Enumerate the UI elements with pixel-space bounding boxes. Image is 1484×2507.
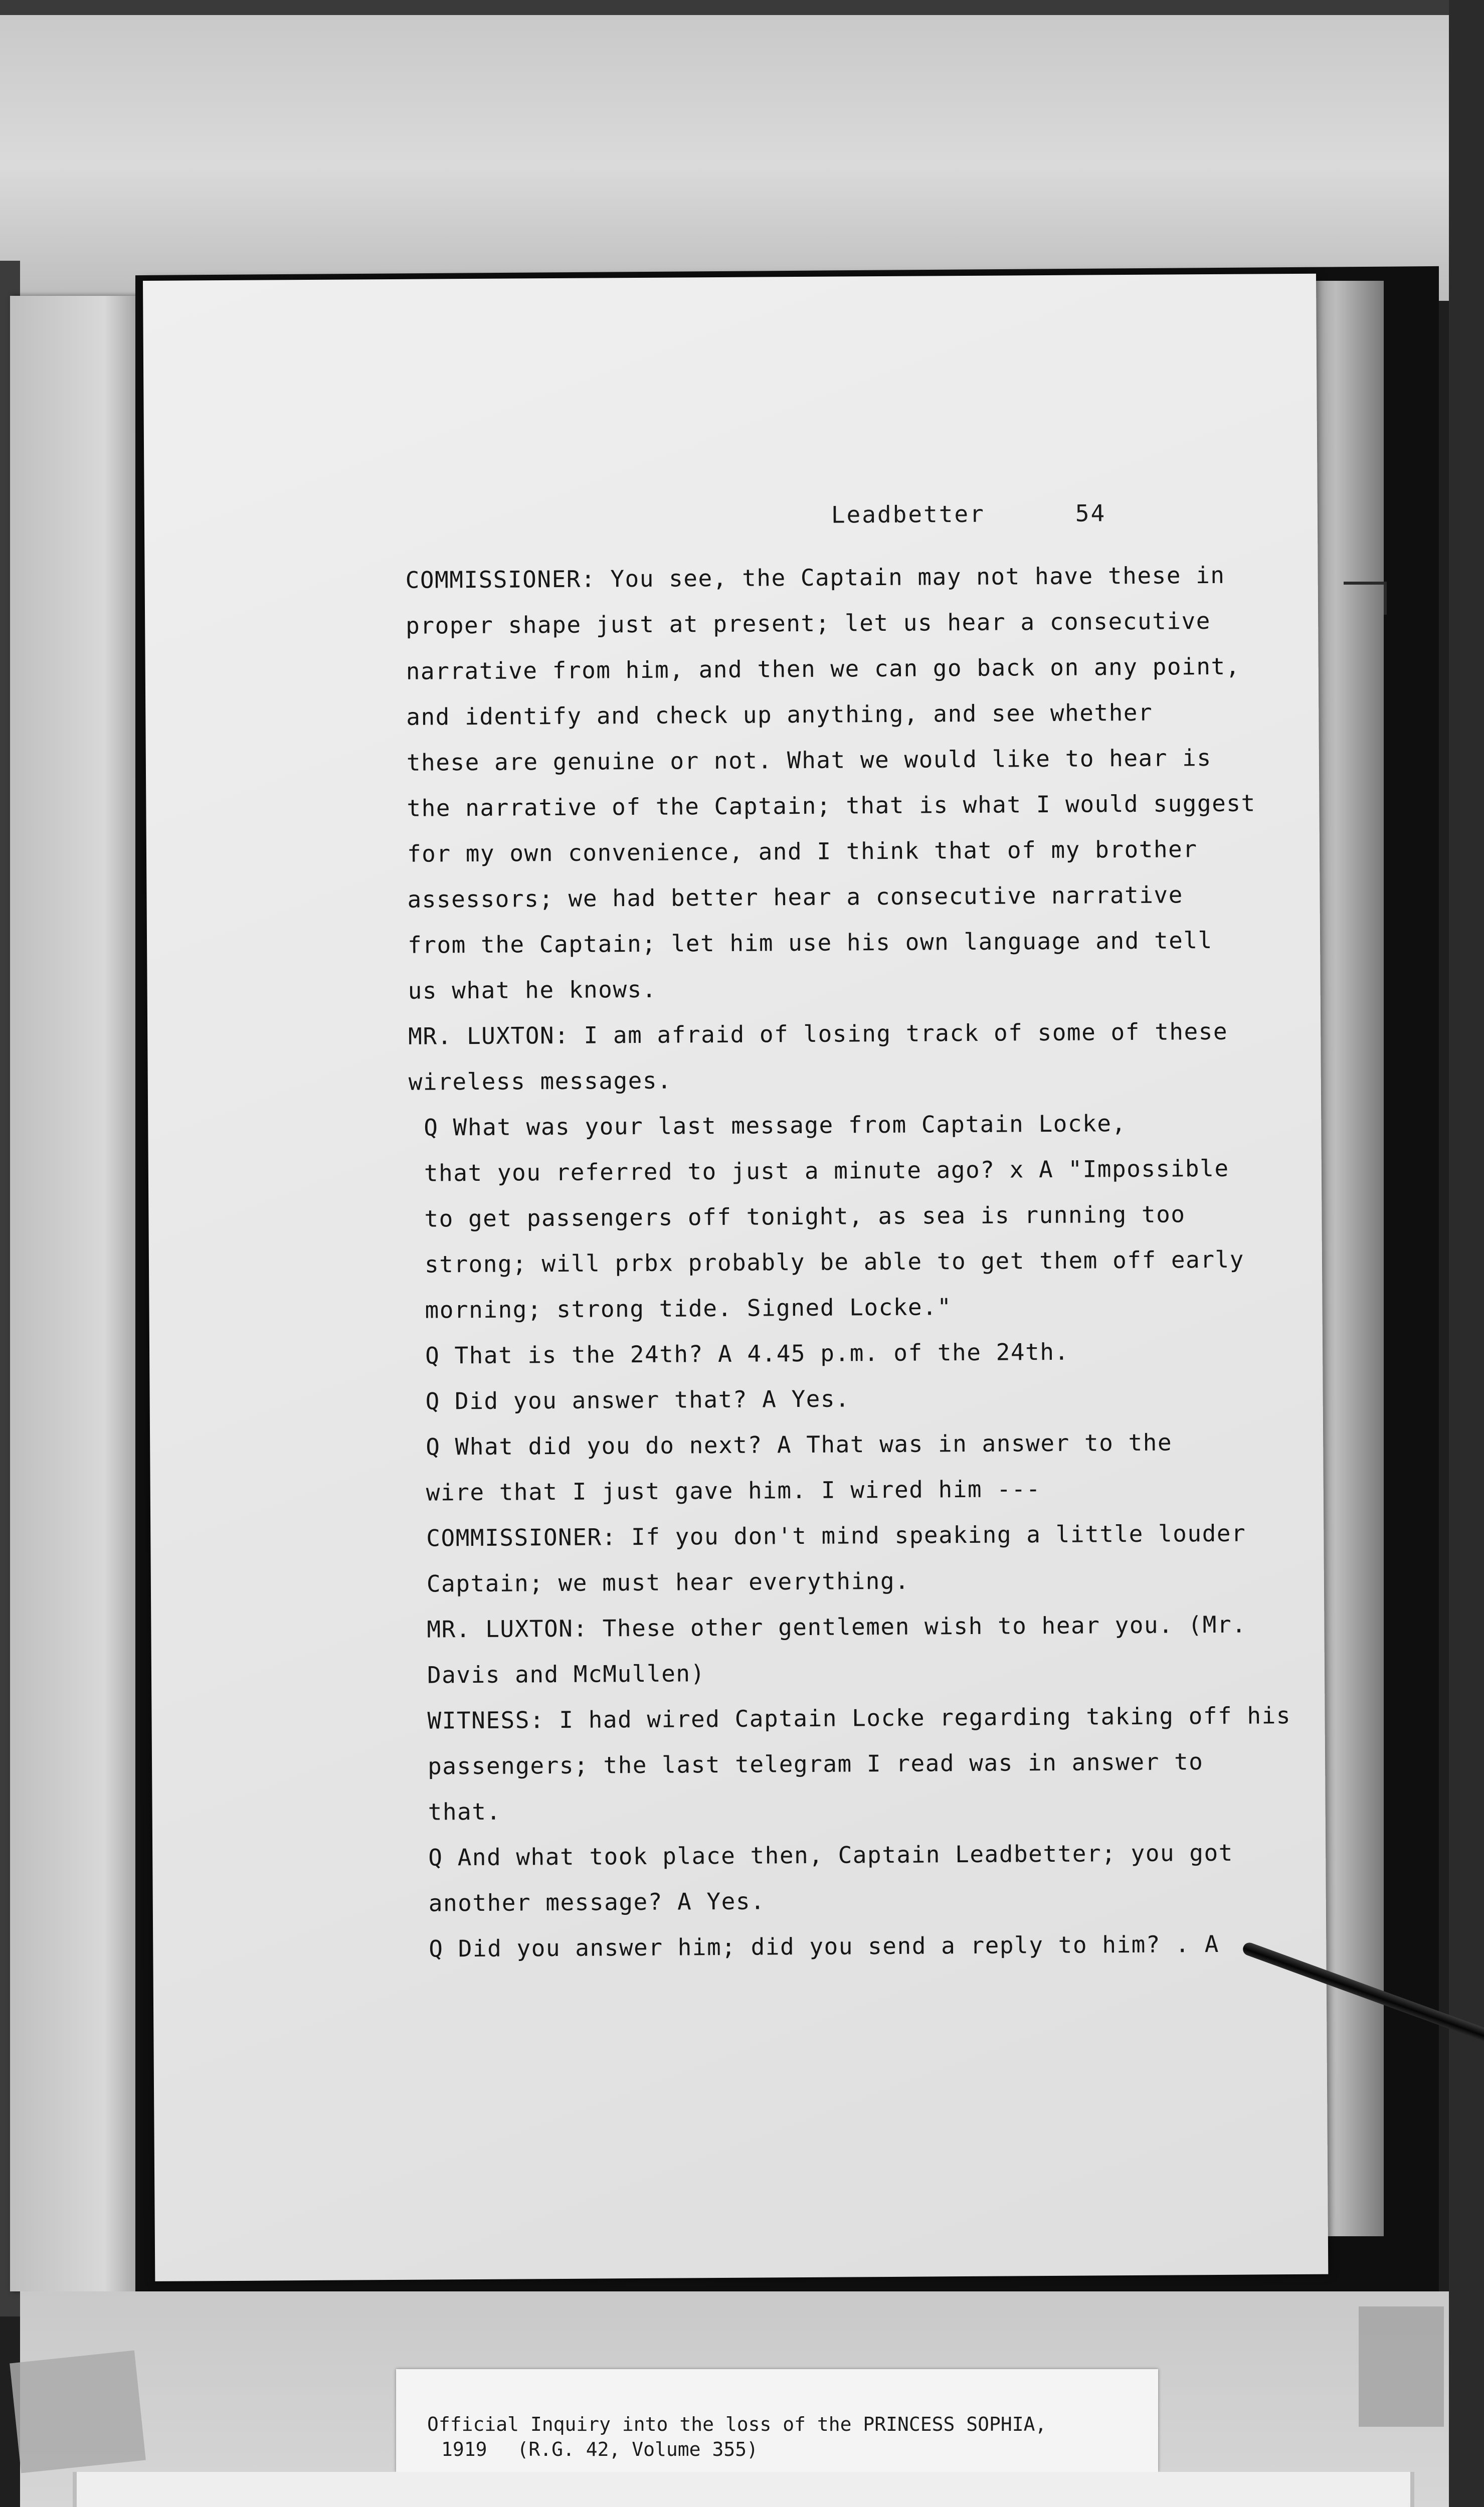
label-reference (441, 2438, 758, 2460)
transcript-line: and identify and check up anything, and see whether (406, 698, 1153, 731)
transcript-line: strong; will prbx probably be able to get them off early (424, 1245, 1245, 1278)
transcript-line: wireless messages. (408, 1066, 672, 1096)
transcript-line: WITNESS: I had wired Captain Locke regarding taking off his (427, 1702, 1291, 1734)
transcript-line: proper shape just at present; let us hear a consecutive (406, 607, 1211, 639)
backdrop (0, 0, 1484, 301)
tape-strip (10, 2351, 146, 2473)
transcript-page (143, 274, 1328, 2281)
transcript-line: Q And what took place then, Captain Leadbetter; you got (428, 1839, 1234, 1871)
transcript-line: to get passengers off tonight, as sea is running too (424, 1200, 1186, 1232)
transcript-line: COMMISSIONER: You see, the Captain may not have these in (405, 561, 1225, 594)
transcript-line: Q What was your last message from Captain Locke, (424, 1110, 1127, 1141)
transcript-line: MR. LUXTON: I am afraid of losing track of some of these (408, 1017, 1228, 1050)
transcript-line: the narrative of the Captain; that is what I would suggest (407, 789, 1256, 822)
page-header (831, 499, 1106, 528)
corner-bracket (1344, 582, 1387, 615)
witness-name: Leadbetter (831, 500, 985, 528)
transcript-line: Q What did you do next? A That was in answer to the (426, 1428, 1173, 1461)
transcript-line: that. (428, 1798, 501, 1826)
transcript-line: these are genuine or not. What we would like to hear is (406, 744, 1212, 776)
archives-stamp-card (73, 2472, 1414, 2507)
label-volume: (R.G. 42, Volume 355) (517, 2438, 758, 2460)
transcript-line: COMMISSIONER: If you don't mind speaking a little louder (426, 1519, 1246, 1552)
transcript-line: another message? A Yes. (428, 1887, 766, 1917)
transcript-body (405, 552, 1326, 1972)
tape-strip (1359, 2306, 1444, 2427)
transcript-line: us what he knows. (408, 975, 657, 1004)
transcript-line: narrative from him, and then we can go back on any point, (406, 652, 1240, 685)
transcript-line: Q That is the 24th? A 4.45 p.m. of the 24th. (425, 1338, 1069, 1369)
page-number: 54 (1075, 499, 1106, 527)
film-edge-right (1449, 0, 1484, 2507)
label-year: 1919 (441, 2438, 487, 2460)
transcript-line: passengers; the last telegram I read was in answer to (427, 1748, 1204, 1780)
archive-reference-label (396, 2369, 1158, 2472)
underlying-page (10, 296, 145, 2291)
transcript-line: Captain; we must hear everything. (426, 1567, 910, 1597)
transcript-line: MR. LUXTON: These other gentlemen wish to hear you. (Mr. (427, 1610, 1247, 1643)
transcript-line: from the Captain; let him use his own language and tell (407, 926, 1213, 959)
film-edge-top (0, 0, 1484, 15)
transcript-line: Q Did you answer that? A Yes. (425, 1385, 850, 1415)
transcript-line: Q Did you answer him; did you send a reply to him? . A (429, 1930, 1219, 1962)
transcript-line: for my own convenience, and I think that of my brother (407, 835, 1198, 867)
transcript-line: wire that I just gave him. I wired him --- (426, 1475, 1041, 1506)
label-title: Official Inquiry into the loss of the PRINCESS SOPHIA, (427, 2413, 1047, 2435)
transcript-line: assessors; we had better hear a consecutive narrative (407, 881, 1183, 913)
transcript-line: morning; strong tide. Signed Locke." (425, 1293, 952, 1324)
transcript-line: Davis and McMullen) (427, 1660, 705, 1689)
transcript-line: that you referred to just a minute ago? x A "Impossible (424, 1154, 1229, 1187)
